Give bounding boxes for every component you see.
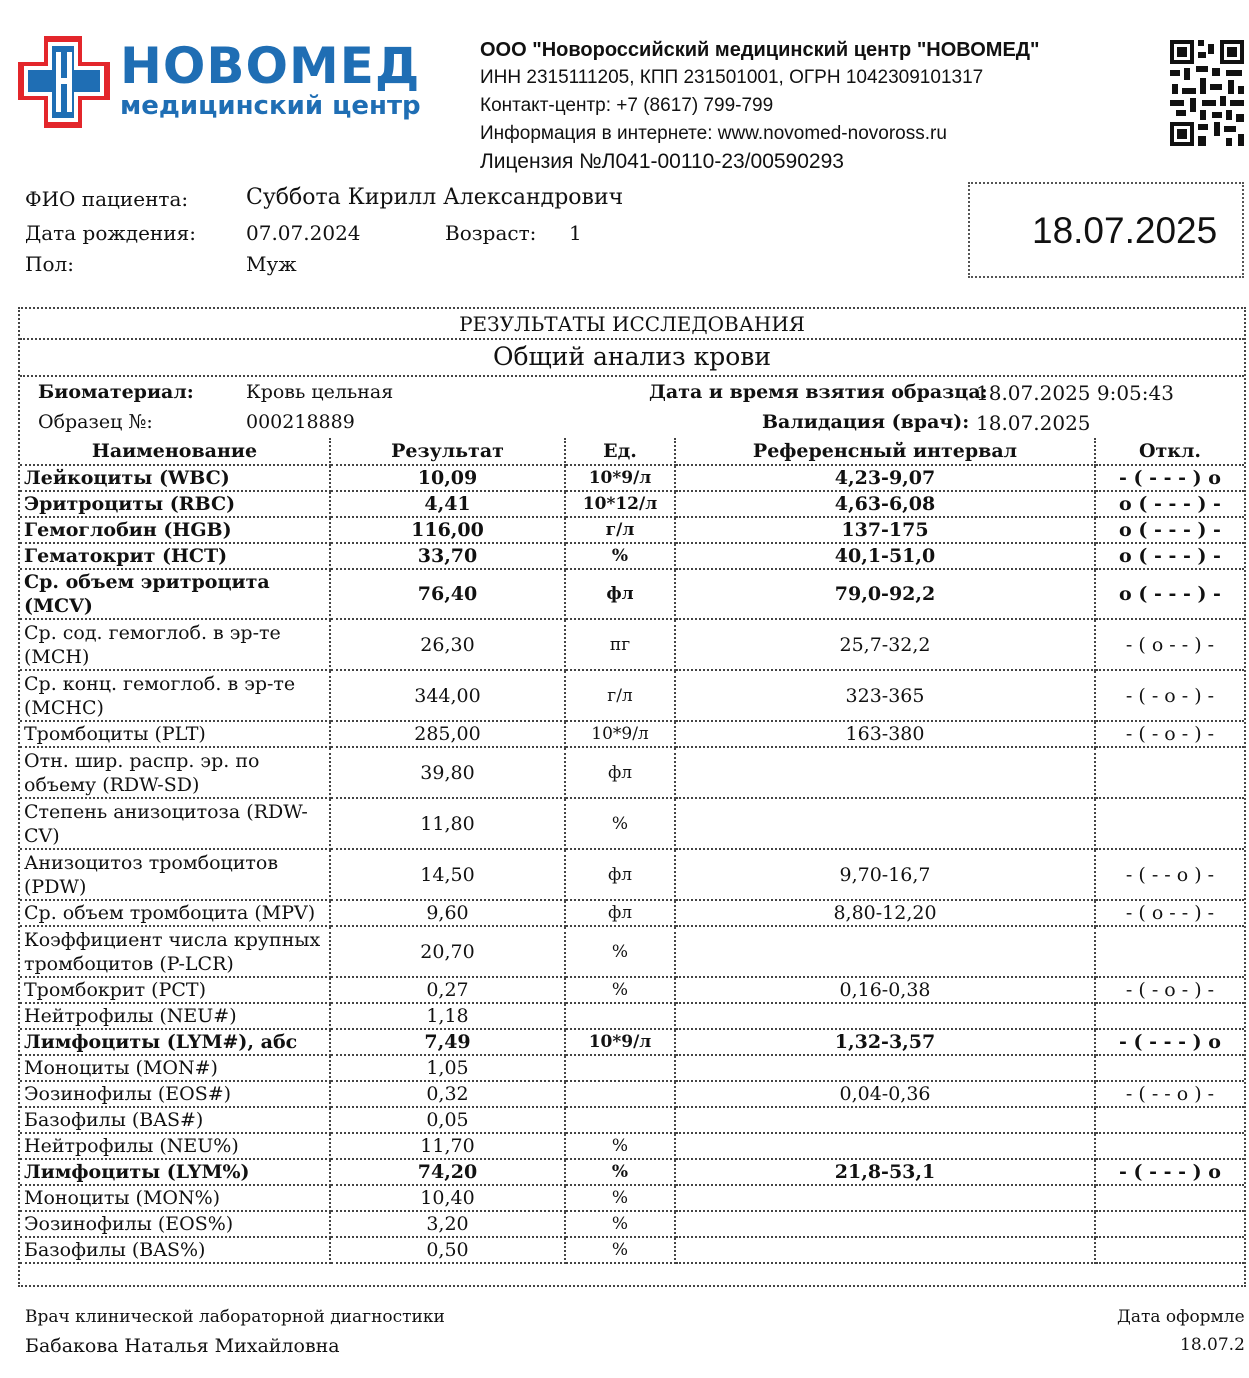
row-result: 1,05 — [330, 1055, 565, 1081]
row-result: 14,50 — [330, 849, 565, 900]
row-name: Нейтрофилы (NEU#) — [20, 1003, 330, 1029]
row-result: 76,40 — [330, 569, 565, 619]
row-name: Гемоглобин (HGB) — [20, 517, 330, 543]
row-name: Ср. сод. гемоглоб. в эр-те (MCH) — [20, 619, 330, 670]
patient-dob-label: Дата рождения: — [25, 221, 196, 245]
row-name: Гематокрит (HCT) — [20, 543, 330, 569]
row-name: Эозинофилы (EOS#) — [20, 1081, 330, 1107]
row-deviation: - ( - о - ) - — [1095, 670, 1244, 721]
row-name: Коэффициент числа крупных тромбоцитов (P-LCR) — [20, 926, 330, 977]
row-deviation: о ( - - - ) - — [1095, 569, 1244, 619]
row-deviation: о ( - - - ) - — [1095, 517, 1244, 543]
patient-dob: 07.07.2024 — [246, 221, 361, 245]
collected-value: 18.07.2025 9:05:43 — [976, 381, 1174, 405]
row-deviation — [1095, 926, 1244, 977]
row-name: Базофилы (BAS%) — [20, 1237, 330, 1263]
report-date-box — [968, 182, 1244, 278]
row-unit: г/л — [565, 517, 675, 543]
validation-value: 18.07.2025 — [976, 411, 1091, 435]
row-reference — [675, 1133, 1095, 1159]
row-reference: 0,16-0,38 — [675, 977, 1095, 1003]
col-header-name: Наименование — [20, 438, 330, 465]
row-deviation: о ( - - - ) - — [1095, 491, 1244, 517]
row-unit: % — [565, 1133, 675, 1159]
org-web: Информация в интернете: www.novomed-novoross.ru — [480, 123, 947, 144]
test-name: Общий анализ крови — [492, 342, 772, 371]
sample-label: Образец №: — [38, 411, 153, 433]
table-row — [20, 543, 1244, 569]
issued-date: 18.07.2 — [1180, 1335, 1245, 1355]
row-unit: % — [565, 543, 675, 569]
collected-label: Дата и время взятия образца: — [649, 381, 988, 403]
row-deviation: - ( о - - ) - — [1095, 900, 1244, 926]
row-reference: 163-380 — [675, 721, 1095, 747]
row-result: 0,05 — [330, 1107, 565, 1133]
row-reference: 0,04-0,36 — [675, 1081, 1095, 1107]
table-row — [20, 977, 1244, 1003]
qr-code-icon — [1168, 38, 1246, 148]
row-result: 1,18 — [330, 1003, 565, 1029]
row-name: Эозинофилы (EOS%) — [20, 1211, 330, 1237]
row-unit: фл — [565, 747, 675, 798]
logo-subtitle: медицинский центр — [120, 91, 421, 121]
table-row — [20, 900, 1244, 926]
table-row — [20, 670, 1244, 721]
row-result: 74,20 — [330, 1159, 565, 1185]
row-deviation — [1095, 1055, 1244, 1081]
table-row — [20, 569, 1244, 619]
row-unit — [565, 1055, 675, 1081]
row-unit: фл — [565, 849, 675, 900]
patient-name-label: ФИО пациента: — [25, 187, 189, 211]
validation-label: Валидация (врач): — [762, 411, 970, 433]
row-reference: 9,70-16,7 — [675, 849, 1095, 900]
row-result: 0,50 — [330, 1237, 565, 1263]
row-unit: % — [565, 977, 675, 1003]
table-row — [20, 1159, 1244, 1185]
row-result: 285,00 — [330, 721, 565, 747]
row-deviation: - ( - - о ) - — [1095, 849, 1244, 900]
logo-wordmark: НОВОМЕД — [120, 37, 421, 95]
row-deviation: - ( - о - ) - — [1095, 977, 1244, 1003]
sample-value: 000218889 — [246, 411, 355, 433]
table-row — [20, 1003, 1244, 1029]
row-result: 39,80 — [330, 747, 565, 798]
row-reference — [675, 1055, 1095, 1081]
row-name: Эритроциты (RBC) — [20, 491, 330, 517]
org-license: Лицензия №Л041-00110-23/00590293 — [480, 150, 844, 173]
table-header — [20, 438, 1244, 465]
row-unit — [565, 1107, 675, 1133]
row-deviation — [1095, 1237, 1244, 1263]
row-name: Лимфоциты (LYM#), абс — [20, 1029, 330, 1055]
row-unit — [565, 1081, 675, 1107]
doctor-name: Бабакова Наталья Михайловна — [25, 1335, 340, 1357]
row-name: Анизоцитоз тромбоцитов (PDW) — [20, 849, 330, 900]
col-header-result: Результат — [330, 438, 565, 465]
row-deviation — [1095, 747, 1244, 798]
row-result: 26,30 — [330, 619, 565, 670]
row-unit: 10*9/л — [565, 1029, 675, 1055]
row-deviation: - ( - - о ) - — [1095, 1081, 1244, 1107]
organization-info — [480, 36, 1040, 176]
row-result: 20,70 — [330, 926, 565, 977]
row-deviation — [1095, 1133, 1244, 1159]
row-unit: пг — [565, 619, 675, 670]
results-panel — [18, 307, 1246, 1287]
row-reference — [675, 1211, 1095, 1237]
row-result: 10,40 — [330, 1185, 565, 1211]
row-result: 0,27 — [330, 977, 565, 1003]
row-unit: 10*12/л — [565, 491, 675, 517]
row-unit: % — [565, 798, 675, 849]
row-deviation: - ( - - - ) о — [1095, 465, 1244, 491]
row-unit: фл — [565, 900, 675, 926]
row-deviation: - ( - - - ) о — [1095, 1029, 1244, 1055]
row-name: Тромбоциты (PLT) — [20, 721, 330, 747]
doctor-title: Врач клинической лабораторной диагностики — [25, 1307, 445, 1327]
row-name: Моноциты (MON#) — [20, 1055, 330, 1081]
table-row — [20, 798, 1244, 849]
row-name: Отн. шир. распр. эр. по объему (RDW-SD) — [20, 747, 330, 798]
biomaterial-label: Биоматериал: — [38, 381, 194, 403]
table-row — [20, 926, 1244, 977]
row-result: 0,32 — [330, 1081, 565, 1107]
row-reference: 1,32-3,57 — [675, 1029, 1095, 1055]
row-reference — [675, 798, 1095, 849]
table-row — [20, 1081, 1244, 1107]
row-name: Ср. объем тромбоцита (MPV) — [20, 900, 330, 926]
row-reference: 79,0-92,2 — [675, 569, 1095, 619]
org-ids: ИНН 2315111205, КПП 231501001, ОГРН 1042309101317 — [480, 67, 984, 88]
org-contact: Контакт-центр: +7 (8617) 799-799 — [480, 95, 774, 116]
clinic-logo — [18, 36, 428, 131]
row-reference — [675, 1185, 1095, 1211]
row-unit: % — [565, 1237, 675, 1263]
medical-cross-icon — [18, 36, 110, 128]
biomaterial-value: Кровь цельная — [246, 381, 394, 403]
row-result: 10,09 — [330, 465, 565, 491]
row-deviation: - ( о - - ) - — [1095, 619, 1244, 670]
row-reference: 4,63-6,08 — [675, 491, 1095, 517]
col-header-reference: Референсный интервал — [675, 438, 1095, 465]
col-header-deviation: Откл. — [1095, 438, 1244, 465]
row-reference — [675, 747, 1095, 798]
patient-sex-label: Пол: — [25, 252, 74, 276]
row-deviation — [1095, 1107, 1244, 1133]
row-name: Ср. конц. гемоглоб. в эр-те (MCHC) — [20, 670, 330, 721]
row-deviation — [1095, 1211, 1244, 1237]
row-name: Нейтрофилы (NEU%) — [20, 1133, 330, 1159]
row-unit: % — [565, 1185, 675, 1211]
row-deviation — [1095, 1003, 1244, 1029]
row-deviation: о ( - - - ) - — [1095, 543, 1244, 569]
row-reference — [675, 1237, 1095, 1263]
table-row — [20, 1029, 1244, 1055]
table-row — [20, 1055, 1244, 1081]
table-row — [20, 849, 1244, 900]
row-name: Базофилы (BAS#) — [20, 1107, 330, 1133]
row-unit: фл — [565, 569, 675, 619]
results-heading: РЕЗУЛЬТАТЫ ИССЛЕДОВАНИЯ — [459, 312, 805, 336]
row-unit: 10*9/л — [565, 465, 675, 491]
table-row — [20, 517, 1244, 543]
row-name: Степень анизоцитоза (RDW-CV) — [20, 798, 330, 849]
row-result: 9,60 — [330, 900, 565, 926]
row-name: Ср. объем эритроцита (MCV) — [20, 569, 330, 619]
table-row — [20, 1237, 1244, 1263]
report-date: 18.07.2025 — [1032, 210, 1218, 251]
row-deviation — [1095, 1185, 1244, 1211]
issued-label: Дата оформле — [1117, 1307, 1245, 1327]
row-result: 344,00 — [330, 670, 565, 721]
row-deviation: - ( - о - ) - — [1095, 721, 1244, 747]
row-reference — [675, 926, 1095, 977]
table-row — [20, 465, 1244, 491]
table-row — [20, 1107, 1244, 1133]
row-result: 11,80 — [330, 798, 565, 849]
row-unit — [565, 1003, 675, 1029]
row-unit: % — [565, 1159, 675, 1185]
row-result: 33,70 — [330, 543, 565, 569]
patient-sex: Муж — [246, 252, 297, 276]
row-unit: г/л — [565, 670, 675, 721]
row-reference — [675, 1003, 1095, 1029]
row-deviation: - ( - - - ) о — [1095, 1159, 1244, 1185]
row-reference: 25,7-32,2 — [675, 619, 1095, 670]
table-row — [20, 721, 1244, 747]
col-header-unit: Ед. — [565, 438, 675, 465]
row-result: 3,20 — [330, 1211, 565, 1237]
row-deviation — [1095, 798, 1244, 849]
table-row — [20, 491, 1244, 517]
row-unit: % — [565, 926, 675, 977]
row-unit: 10*9/л — [565, 721, 675, 747]
row-unit: % — [565, 1211, 675, 1237]
row-reference — [675, 1107, 1095, 1133]
row-reference: 137-175 — [675, 517, 1095, 543]
results-table — [20, 438, 1244, 1264]
row-name: Тромбокрит (PCT) — [20, 977, 330, 1003]
table-row — [20, 619, 1244, 670]
patient-age-label: Возраст: — [445, 221, 537, 245]
table-row — [20, 747, 1244, 798]
table-row — [20, 1133, 1244, 1159]
row-reference: 323-365 — [675, 670, 1095, 721]
row-name: Лимфоциты (LYM%) — [20, 1159, 330, 1185]
org-name: ООО "Новороссийский медицинский центр "НОВОМЕД" — [480, 39, 1040, 61]
row-reference: 8,80-12,20 — [675, 900, 1095, 926]
patient-name: Суббота Кирилл Александрович — [246, 185, 624, 210]
row-reference: 21,8-53,1 — [675, 1159, 1095, 1185]
row-name: Лейкоциты (WBC) — [20, 465, 330, 491]
row-result: 11,70 — [330, 1133, 565, 1159]
row-name: Моноциты (MON%) — [20, 1185, 330, 1211]
row-result: 4,41 — [330, 491, 565, 517]
table-row — [20, 1211, 1244, 1237]
row-result: 116,00 — [330, 517, 565, 543]
row-result: 7,49 — [330, 1029, 565, 1055]
row-reference: 40,1-51,0 — [675, 543, 1095, 569]
table-row — [20, 1185, 1244, 1211]
row-reference: 4,23-9,07 — [675, 465, 1095, 491]
patient-age: 1 — [569, 221, 582, 245]
